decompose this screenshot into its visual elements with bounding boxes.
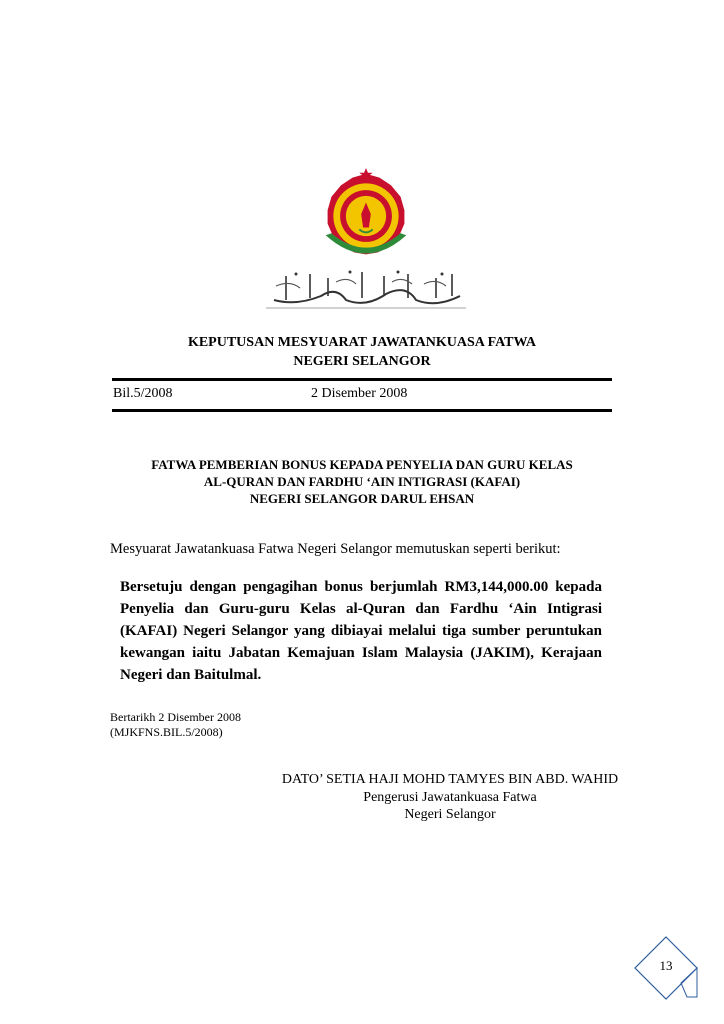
meeting-date: 2 Disember 2008 bbox=[311, 386, 408, 401]
decision-text: Bersetuju dengan pengagihan bonus berjumlah RM3,144,000.00 kepada Penyelia dan Guru-guru Kelas al-Quran dan Fardhu ‘Ain Intigrasi (KAFAI) Negeri Selangor yang dibiayai melalui tiga sumber peruntukan kewangan iaitu Jabatan Kemajuan Islam Malaysia (JAKIM), Kerajaan Negeri dan Baitulmal. bbox=[120, 579, 602, 683]
document-title: KEPUTUSAN MESYUARAT JAWATANKUASA FATWA bbox=[187, 335, 537, 350]
subject-line: NEGERI SELANGOR DARUL EHSAN bbox=[249, 491, 475, 506]
top-divider bbox=[112, 378, 612, 381]
document-title-subline: NEGERI SELANGOR bbox=[293, 354, 431, 369]
signatory-name: DATO’ SETIA HAJI MOHD TAMYES BIN ABD. WAHID bbox=[281, 772, 619, 787]
bil-number: Bil.5/2008 bbox=[113, 386, 173, 401]
subject-line: AL-QURAN DAN FARDHU ‘AIN INTIGRASI (KAFAI) bbox=[203, 474, 521, 489]
fatwa-subject bbox=[0, 456, 724, 507]
dated-text: Bertarikh 2 Disember 2008 bbox=[110, 710, 241, 724]
page-number: 13 bbox=[659, 958, 673, 973]
intro-text: Mesyuarat Jawatankuasa Fatwa Negeri Selangor memutuskan seperti berikut: bbox=[110, 541, 561, 557]
bottom-divider bbox=[112, 409, 612, 412]
subject-line: FATWA PEMBERIAN BONUS KEPADA PENYELIA DAN GURU KELAS bbox=[151, 457, 573, 472]
selangor-mufti-emblem-icon bbox=[318, 168, 414, 264]
signatory-position: Pengerusi Jawatankuasa Fatwa bbox=[363, 790, 537, 805]
reference-code: (MJKFNS.BIL.5/2008) bbox=[110, 725, 223, 739]
jawi-calligraphy-icon bbox=[265, 266, 467, 312]
signatory-state: Negeri Selangor bbox=[404, 807, 496, 822]
